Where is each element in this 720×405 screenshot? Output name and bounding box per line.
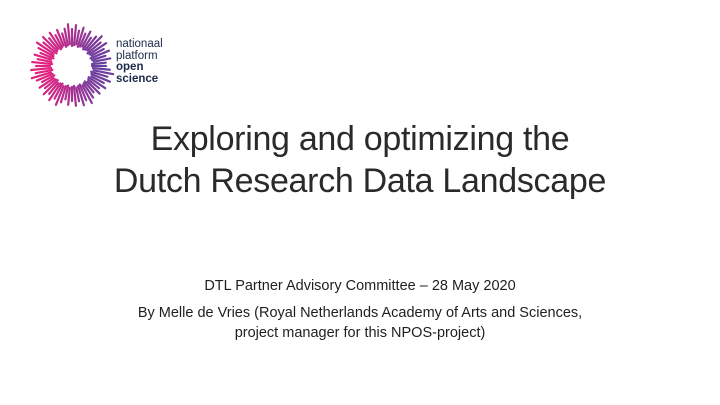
logo-ray [68, 24, 70, 44]
logo-ray [93, 68, 110, 70]
npos-logo [26, 20, 166, 112]
logo-line-2: platform [116, 49, 158, 62]
logo-line-4: science [116, 72, 159, 85]
title-line-1: Exploring and optimizing the [150, 120, 570, 158]
author-line-1: By Melle de Vries (Royal Netherlands Academy of Arts and Sciences, [137, 305, 583, 321]
logo-line-3: open [116, 61, 144, 73]
logo-ray [68, 88, 70, 105]
logo-line-1: nationaal [116, 38, 163, 50]
logo-ray [92, 63, 106, 64]
logo-wordmark [116, 39, 163, 85]
slide-subtitle [60, 276, 660, 343]
title-line-2: Dutch Research Data Landscape [113, 162, 607, 200]
slide-title [60, 118, 660, 202]
sunburst-logo-icon [26, 20, 118, 112]
meeting-line: DTL Partner Advisory Committee – 28 May 2020 [204, 278, 516, 294]
author-line-2: project manager for this NPOS-project) [234, 325, 486, 341]
